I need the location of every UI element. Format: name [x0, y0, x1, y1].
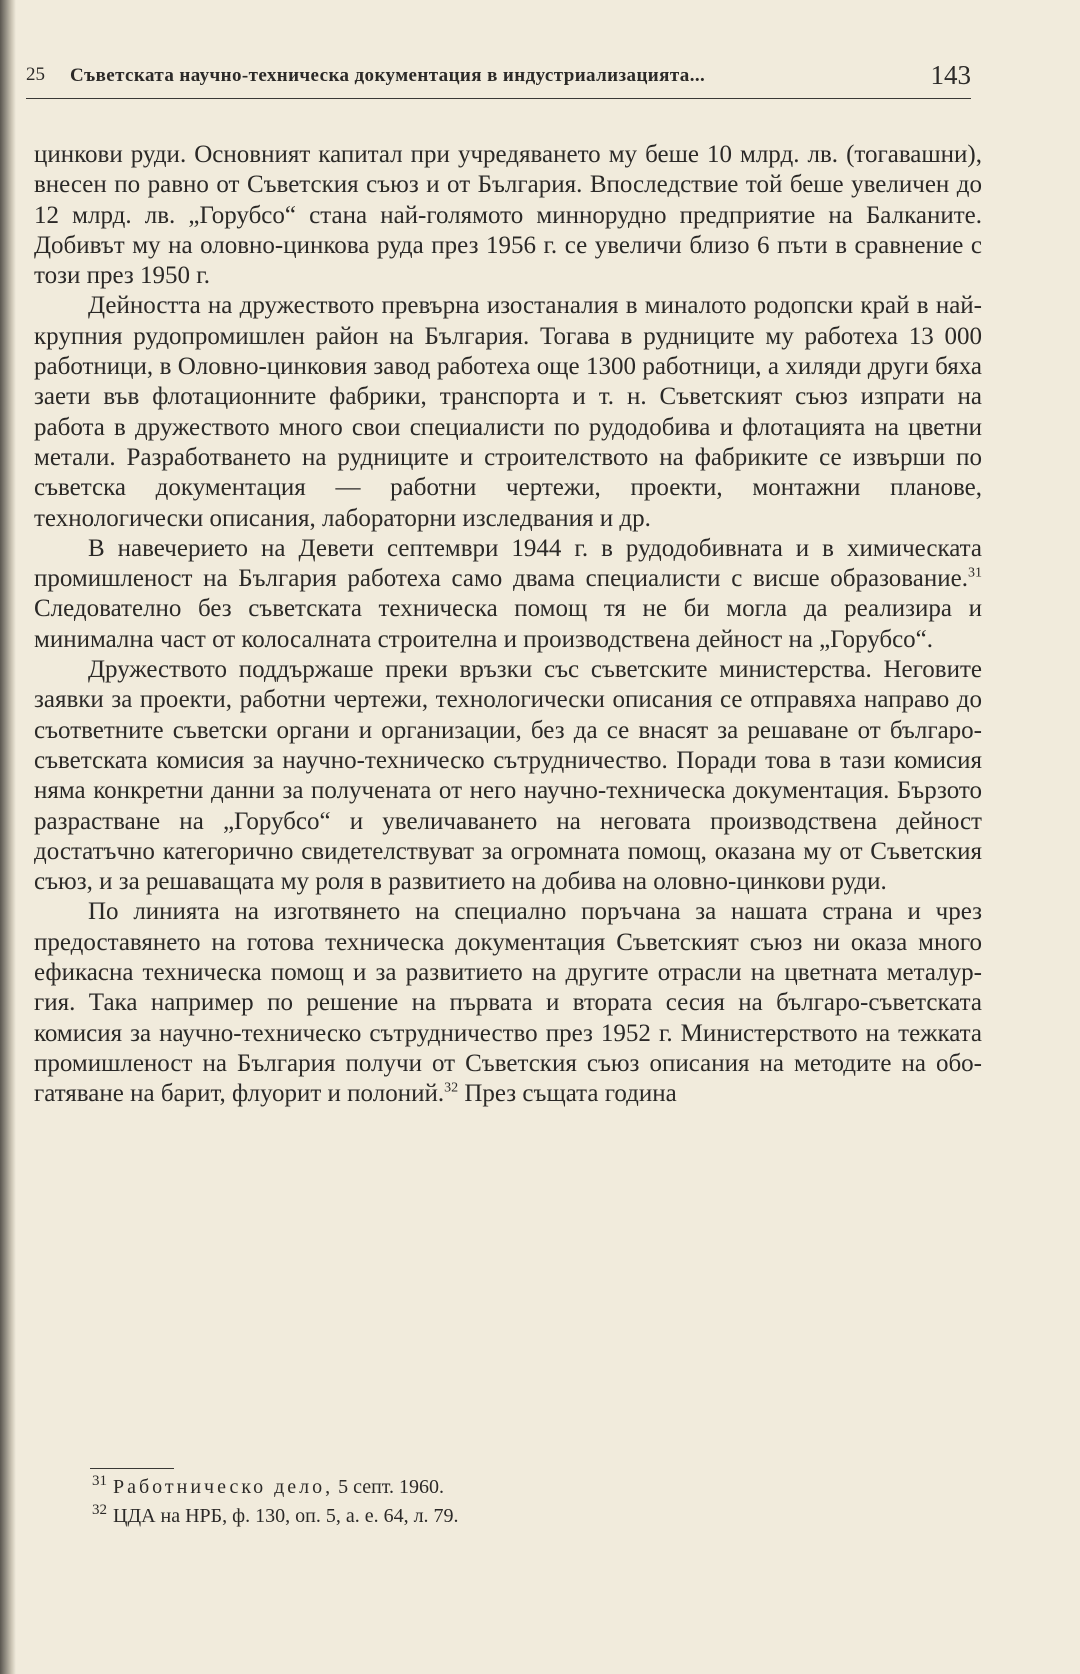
footnote-32 [92, 1502, 952, 1531]
paragraph-1: цинкови руди. Основният капитал при учредяването му беше 10 млрд. лв. (тогавашни), внесен по равно от Съветския съюз и от България. Впоследствие той беше увеличен до 12 млрд. лв. „Горубсо“ стана най-голямото миннорудно предприятие на Балканите. Добивът му на оловно-цинкова руда през 1956 г. се увеличи близо 6 пъти в сравнение с този през 1950 г. [34, 141, 982, 290]
footnote-ref-31[interactable]: 31 [968, 565, 982, 581]
footnote-31 [92, 1473, 952, 1502]
header-rule [26, 98, 971, 99]
footnote-text: ЦДА на НРБ, ф. 130, оп. 5, а. е. 64, л. 79. [113, 1505, 459, 1527]
paragraph-5: По линията на изготвянето на специално поръчана за нашата страна и чрез предоставянето на готова техническа документация Съветският съюз ни оказа много ефикасна техническа помощ и за развитието на другите отрасли на цветната металургия. Така например по решение на първата и втората сесия на българо-съветската комисия за научно-техническо сътрудничество през 1952 г. Министерството на тежката промишленост на България получи от Съветския съюз описания на методите на обогатяване на барит, флуорит и полоний.$^{32}$ През същата година [34, 898, 982, 1108]
paragraph-4: Дружеството поддържаше преки връзки със съветските министерства. Неговите заявки за проекти, работни чертежи, технологически описания се отправяха направо до съответните съветски органи и организации, без да се внасят за решаване от българо-съветската комисия за научно-техническо сътрудничество. Поради това в тази комисия няма конкретни данни за получената от него научно-техническа документация. Бързото разрастване на „Горубсо“ и увеличаването на неговата производствена дейност достатъчно категорично свидетелствуват за огромната помощ, оказана му от Съветския съюз, и за решаващата му роля в развитието на добива на оловно-цинкови руди. [34, 656, 982, 896]
running-header [26, 62, 971, 92]
footnote-text: 5 септ. 1960. [333, 1476, 445, 1498]
body-text [34, 140, 982, 1110]
running-title: Съветската научно-техническа документация в индустриализацията... [70, 65, 706, 86]
footnote-number: 32 [92, 1502, 107, 1519]
footnote-number: 31 [92, 1473, 107, 1490]
page-number: 143 [930, 60, 971, 90]
footnote-rule [90, 1468, 174, 1469]
paragraph-3: В навечерието на Девети септември 1944 г. в рудодобивната и в химическата промишленост на България работеха само двама специалисти с висше образование.$^{31}$ Следователно без съветската техническа помощ тя не би могла да реализира и минимална част от колосалната строителна и производствена дейност на „Горубсо“. [34, 534, 982, 653]
chapter-number: 25 [26, 64, 45, 85]
footnote-ref-32[interactable]: 32 [444, 1080, 459, 1096]
paragraph-2: Дейността на дружеството превърна изостаналия в миналото родопски край в най-крупния рудопромишлен район на България. Тогава в рудниците му работеха 13 000 работници, в Оловно-цинковия завод работеха още 1300 работници, а хиляди други бяха заети във флотационните фабрики, транспорта и т. н. Съветският съюз изпрати на работа в дружеството много свои специалисти по рудодобива и флотацията на цветни метали. Разработването на рудниците и строителството на фабриките се извърши по съветска документация — работни чертежи, проекти, монтажни планове, технологически описания, лабораторни изследвания и др. [34, 292, 982, 532]
footnote-source: Работническо дело, [113, 1476, 334, 1498]
footnotes [92, 1473, 952, 1531]
